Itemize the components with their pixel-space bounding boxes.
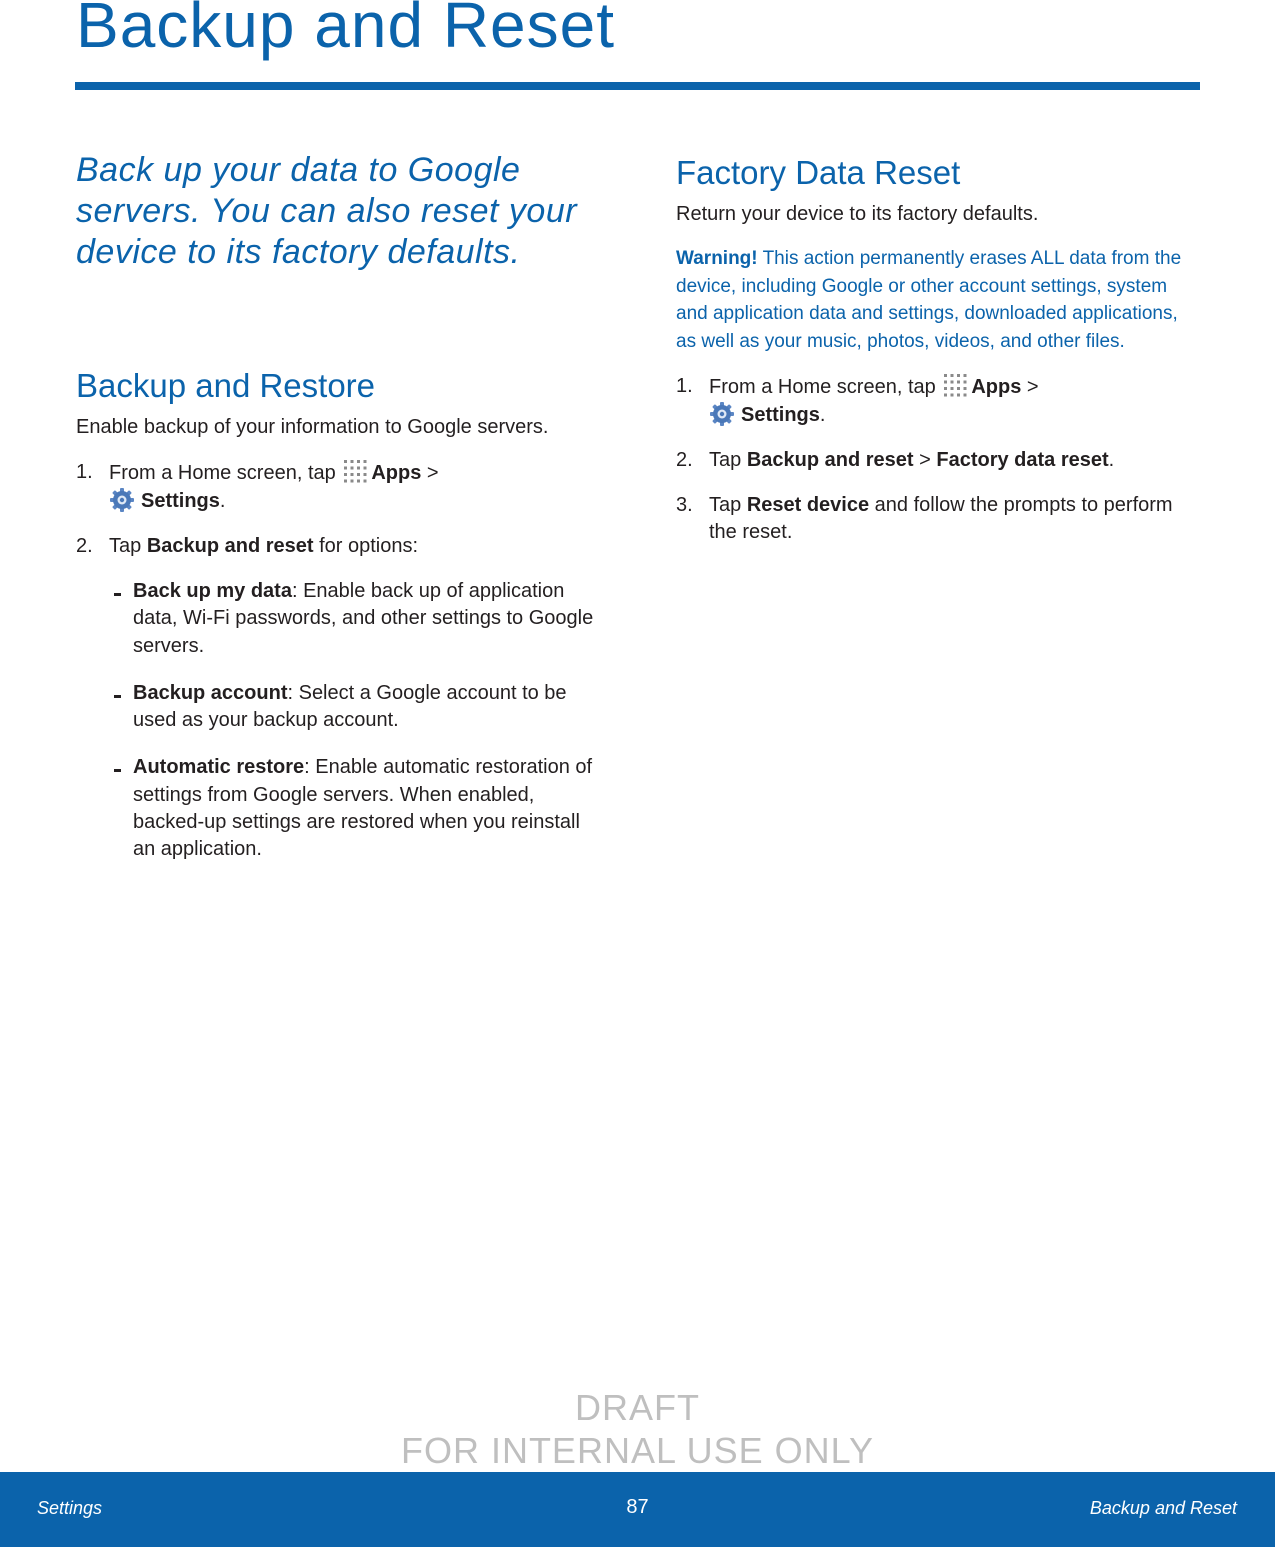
footer-section: Settings [37, 1498, 103, 1518]
page-number: 87 [626, 1496, 649, 1518]
page-title: Backup and Reset [76, 0, 615, 61]
list-item [109, 578, 601, 660]
step-text: From a Home screen, tap [109, 462, 336, 484]
left-column [76, 150, 601, 884]
warning-label: Warning! [676, 248, 758, 269]
step-text: for options: [319, 535, 419, 557]
settings-label: Settings [741, 404, 820, 426]
option-description: : Select a Google account to be used as your backup account. [133, 681, 567, 732]
step-text: Tap [709, 494, 742, 516]
list-item [109, 754, 601, 863]
backup-restore-heading: Backup and Restore [76, 367, 376, 404]
step-text: and follow the prompts to perform the reset. [709, 494, 1173, 543]
step-separator: > [919, 449, 931, 471]
dash-bullet [114, 769, 121, 772]
option-name: Backup account [133, 681, 288, 704]
step-number: 1. [76, 461, 93, 483]
factory-reset-heading: Factory Data Reset [676, 154, 961, 191]
step-bold: Backup and reset [746, 449, 914, 471]
list-item [676, 447, 1186, 474]
apps-label: Apps [971, 376, 1022, 398]
apps-label: Apps [371, 462, 422, 484]
option-name: Automatic restore [133, 756, 305, 779]
step-bold: Reset device [746, 494, 870, 516]
right-column [676, 150, 1186, 564]
step-text: Tap [109, 535, 142, 557]
settings-gear-icon [709, 401, 735, 427]
factory-reset-description: Return your device to its factory defaults. [676, 203, 1039, 225]
list-item [76, 533, 601, 864]
backup-steps-list [76, 459, 601, 864]
apps-grid-icon [343, 459, 367, 483]
backup-options-list [109, 578, 601, 864]
warning-note [676, 245, 1186, 355]
step-text: Tap [709, 449, 742, 471]
option-description: : Enable automatic restoration of settings from Google servers. When enabled, backed-up settings are restored when you reinstall an application. [133, 756, 593, 861]
footer-bar [0, 1472, 1275, 1547]
apps-grid-icon [943, 373, 967, 397]
reset-steps-list [676, 373, 1186, 546]
option-name: Back up my data [133, 580, 292, 602]
step-end: . [219, 490, 226, 512]
step-end: . [819, 404, 826, 426]
list-item [109, 680, 601, 735]
step-number: 1. [676, 375, 693, 397]
list-item [676, 492, 1186, 546]
list-item [76, 459, 601, 515]
backup-restore-description: Enable backup of your information to Google servers. [76, 416, 549, 438]
step-separator: > [426, 462, 439, 484]
watermark-internal: FOR INTERNAL USE ONLY [400, 1430, 875, 1471]
step-number: 3. [676, 494, 693, 516]
dash-bullet [114, 593, 121, 596]
option-description: : Enable back up of application data, Wi-Fi passwords, and other settings to Google servers. [133, 580, 594, 657]
title-rule [75, 82, 1200, 90]
step-end: . [1108, 449, 1115, 471]
list-item [676, 373, 1186, 429]
step-separator: > [1026, 376, 1039, 398]
step-bold: Factory data reset [936, 449, 1109, 471]
dash-bullet [114, 695, 121, 698]
step-number: 2. [76, 535, 93, 557]
settings-label: Settings [141, 490, 220, 512]
footer-chapter: Backup and Reset [1089, 1498, 1237, 1518]
warning-text: This action permanently erases ALL data from the device, including Google or other account settings, system and application data and settings, downloaded applications, as well as your music, photos, videos, and other files. [676, 248, 1182, 352]
intro-text: Back up your data to Google servers. You can also reset your device to its factory defaults. [76, 151, 578, 271]
step-bold: Backup and reset [146, 535, 314, 557]
step-number: 2. [676, 449, 693, 471]
step-text: From a Home screen, tap [709, 376, 936, 398]
watermark-draft: DRAFT [575, 1387, 700, 1428]
settings-gear-icon [109, 487, 135, 513]
